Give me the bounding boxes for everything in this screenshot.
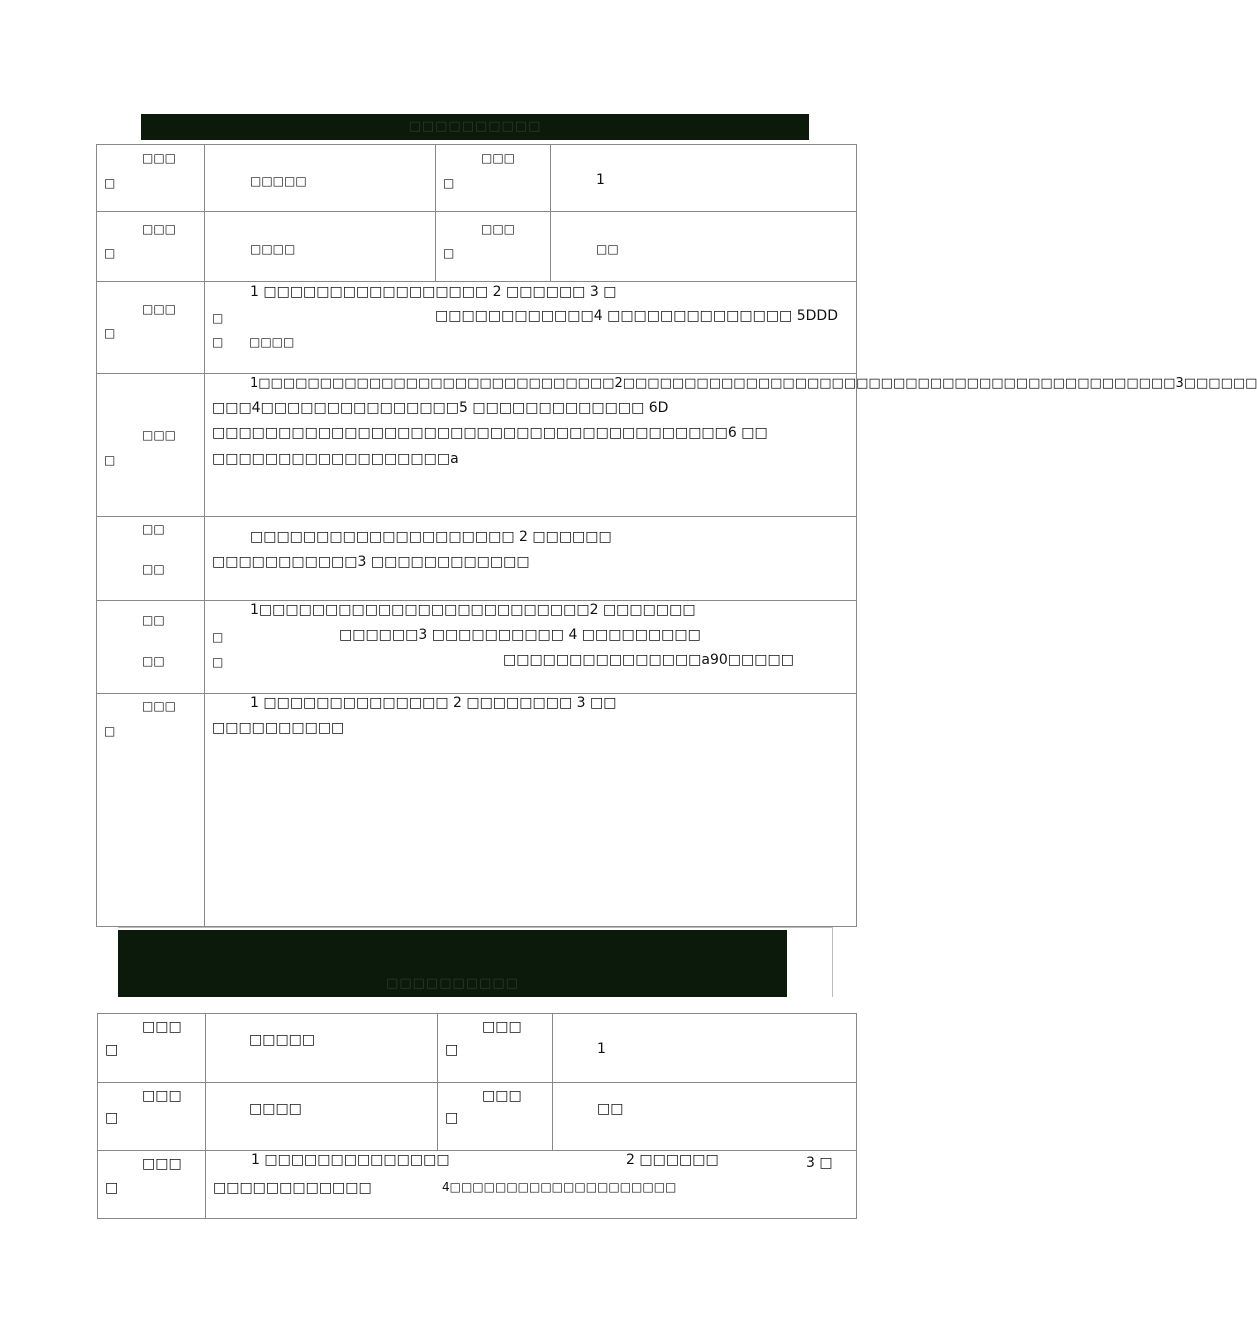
table-row — [97, 374, 857, 517]
table-row — [97, 517, 857, 601]
label-cell: □□□ □ — [438, 1014, 553, 1083]
table-row — [98, 1151, 857, 1219]
table-row — [97, 212, 857, 282]
section1-title: □□□□□□□□□□ — [408, 119, 542, 134]
value-cell: □□□□ — [206, 1083, 438, 1151]
table-row — [97, 145, 857, 212]
label-cell: □□□ □ — [98, 1083, 206, 1151]
divider — [832, 927, 833, 997]
content-cell: □□□□□□□□□□□□□□□□□□□□ 2 □□□□□□ □□□□□□□□□□□3 □□□□□□□□□□□□ — [205, 517, 857, 601]
label-cell: □□□ □ — [98, 1014, 206, 1083]
value-cell: 1 — [551, 145, 857, 212]
label-cell: □□□ □ — [98, 1151, 206, 1219]
table-row — [97, 282, 857, 374]
section1-header-bar — [141, 114, 809, 140]
value-cell: □□ — [553, 1083, 857, 1151]
value-cell: □□ — [551, 212, 857, 282]
label-cell: □□□ □ — [97, 212, 205, 282]
divider — [118, 927, 832, 928]
label-cell: □□□ □ — [436, 212, 551, 282]
label-cell: □□□ □ — [97, 145, 205, 212]
label-cell: □□□ □ — [97, 374, 205, 517]
label-cell: □□□ □ — [97, 282, 205, 374]
content-cell: 1□□□□□□□□□□□□□□□□□□□□□□□□□□□□□2□□□□□□□□□□□□□□□□□□□□□□□□□□□□□□□□□□□□□□□□□□□□□3□□□□□□ □□□4□□□□□□□□□□□□□□□5 □□□□□□□□□□□□□ 6D □□□□□□□□□□□□□□□□□□□□□□□□□□□□□□□□□□□□□□□6 □□ □□□□□□□□□□□□□□□□□□a — [205, 374, 857, 517]
content-cell: 1 □□□□□□□□□□□□□□ 2 □□□□□□□□ 3 □□ □□□□□□□□□□ — [205, 694, 857, 927]
section2-title: □□□□□□□□□□ — [386, 976, 519, 991]
value-cell: □□□□□ — [206, 1014, 438, 1083]
value-cell: □□□□ — [205, 212, 436, 282]
value-cell: □□□□□ — [205, 145, 436, 212]
content-cell: 1 □□□□□□□□□□□□□□□□□ 2 □□□□□□ 3 □ □ □□□□□□□□□□□□4 □□□□□□□□□□□□□□ 5DDD □ □□□□ — [205, 282, 857, 374]
label-cell: □□□ □ — [438, 1083, 553, 1151]
content-cell: 1 □□□□□□□□□□□□□□ 2 □□□□□□ 3 □ □□□□□□□□□□□□ 4□□□□□□□□□□□□□□□□□□□□ — [206, 1151, 857, 1219]
section2-table — [97, 1013, 857, 1219]
content-cell: 1□□□□□□□□□□□□□□□□□□□□□□□□□2 □□□□□□□ □ □□□□□□3 □□□□□□□□□□ 4 □□□□□□□□□ □ □□□□□□□□□□□□□□□a90□□□□□ — [205, 601, 857, 694]
label-cell: □□ □□ — [97, 601, 205, 694]
section1-table — [96, 144, 1257, 927]
label-cell: □□ □□ — [97, 517, 205, 601]
section2-header-bar — [118, 930, 787, 997]
table-row — [98, 1083, 857, 1151]
table-row — [97, 694, 857, 927]
label-cell: □□□ □ — [97, 694, 205, 927]
label-cell: □□□ □ — [436, 145, 551, 212]
table-row — [98, 1014, 857, 1083]
value-cell: 1 — [553, 1014, 857, 1083]
table-row — [97, 601, 857, 694]
